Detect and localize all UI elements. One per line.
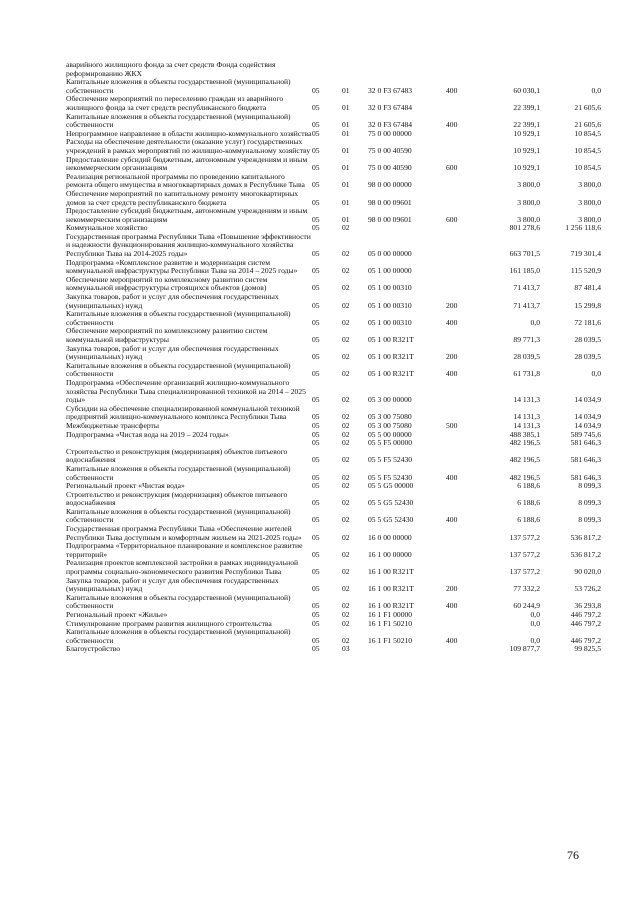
table-row: [66, 259, 601, 276]
row-amount-year-1: 89 771,3: [513, 335, 540, 344]
row-amount-year-1: 71 413,7: [513, 300, 540, 310]
row-amount-year-1: 6 188,6: [517, 498, 540, 508]
row-section: 05: [312, 481, 320, 491]
row-section: 05: [312, 283, 320, 293]
row-amount-year-2: 446 797,2: [570, 610, 601, 619]
row-expense-type: 400: [446, 601, 458, 611]
row-subsection: 02: [342, 515, 350, 525]
row-name: Капитальные вложения в объекты государственной (муниципальной) собственности: [66, 309, 291, 327]
row-section: 05: [312, 369, 320, 379]
row-subsection: 02: [342, 412, 350, 422]
row-name: Подпрограмма «Чистая вода на 2019 – 2024 годы»: [66, 429, 229, 439]
row-target-article: 05 5 G5 52430: [368, 498, 414, 508]
row-expense-type: [446, 620, 480, 629]
row-target-article: 05 1 00 00000: [368, 266, 412, 276]
row-subsection: 01: [342, 128, 350, 138]
row-subsection: 02: [342, 283, 350, 293]
row-amount-year-1: 482 196,5: [509, 438, 540, 448]
row-target-article: 32 0 F3 67484: [368, 102, 413, 112]
row-expense-type: 400: [446, 635, 458, 645]
table-row: [66, 362, 601, 379]
row-amount-year-2: 0,0: [591, 369, 601, 379]
row-target-article: 16 1 F1 50210: [368, 635, 413, 645]
row-section: 05: [312, 472, 320, 482]
row-section: 05: [312, 102, 320, 112]
table-row: [66, 78, 601, 95]
row-target-article: 75 0 00 00000: [368, 128, 412, 138]
row-target-article: 05 5 00 00000: [368, 429, 412, 439]
row-expense-type: 500: [446, 420, 458, 430]
row-subsection: 02: [342, 317, 350, 327]
row-name: Государственная программа Республики Тыва «Повышение эффективности и надежности функционирования жилищно-коммунального хозяйства Республики Тыва на 2014-2025 годы»: [66, 231, 311, 259]
row-expense-type: [446, 95, 480, 112]
row-amount-year-2: 8 099,3: [578, 498, 601, 508]
row-name: Благоустройство: [66, 644, 121, 654]
row-amount-year-1: 71 413,7: [513, 283, 540, 293]
row-expense-type: 200: [446, 584, 458, 594]
row-target-article: 16 1 00 R321Т: [368, 567, 414, 577]
row-amount-year-2: 53 726,2: [574, 584, 601, 594]
row-name: Региональный проект «Жилье»: [66, 610, 168, 619]
row-subsection: 01: [342, 120, 350, 130]
row-subsection: 02: [342, 472, 350, 482]
row-subsection: 02: [342, 532, 350, 542]
row-amount-year-2: 14 034,9: [574, 420, 601, 430]
row-name: Расходы на обеспечение деятельности (оказание услуг) государственных учреждений в рамках мероприятий по жилищно-коммунальному хозяйству: [66, 137, 311, 155]
row-section: 05: [312, 352, 320, 362]
table-row: [66, 173, 601, 190]
row-amount-year-2: 719 301,4: [570, 249, 601, 259]
table-row: [66, 525, 601, 542]
row-section: 05: [312, 300, 320, 310]
table-row: [66, 113, 601, 130]
row-amount-year-1: 0,0: [530, 635, 540, 645]
row-section: 05: [312, 644, 320, 654]
row-name: Капитальные вложения в объекты государственной (муниципальной) собственности: [66, 506, 291, 525]
row-target-article: 05 5 G5 00000: [368, 481, 414, 491]
row-amount-year-1: 14 131,3: [513, 395, 540, 405]
row-section: 05: [312, 601, 320, 611]
table-row: [66, 327, 601, 344]
row-name: Обеспечение мероприятий по комплексному развитию систем коммунальной инфраструктуры: [66, 326, 268, 344]
row-section: 05: [312, 266, 320, 276]
row-section: 05: [312, 618, 320, 628]
row-subsection: 02: [342, 300, 350, 310]
table-row: [66, 559, 601, 576]
row-target-article: 05 5 F5 52430: [368, 472, 413, 482]
table-row: [66, 628, 601, 645]
row-name: Капитальные вложения в объекты государственной (муниципальной) собственности: [66, 627, 291, 645]
row-subsection: 03: [342, 644, 350, 654]
row-amount-year-1: 137 577,2: [509, 549, 540, 559]
row-expense-type: [446, 224, 480, 233]
table-row: [66, 465, 601, 482]
table-row: [66, 405, 601, 422]
row-section: 05: [312, 120, 320, 130]
table-row: [66, 207, 601, 224]
row-subsection: 02: [342, 618, 350, 628]
row-amount-year-2: 10 854,5: [574, 128, 601, 138]
row-name: Закупка товаров, работ и услуг для обеспечения государственных (муниципальных) нужд: [66, 292, 279, 310]
row-amount-year-2: 536 817,2: [570, 532, 601, 542]
row-expense-type: 400: [446, 120, 458, 130]
table-row: [66, 508, 601, 525]
row-subsection: 02: [342, 395, 350, 405]
row-amount-year-2: 99 825,5: [574, 644, 601, 654]
row-name: Обеспечение мероприятий по переселению граждан из аварийного жилищного фонда за счет средств республиканского бюджета: [66, 94, 284, 112]
table-row: [66, 276, 601, 293]
row-target-article: 98 0 00 00000: [368, 180, 412, 190]
row-amount-year-2: 28 039,5: [574, 335, 601, 344]
row-target-article: 05 5 F5 52430: [368, 455, 413, 465]
row-subsection: 01: [342, 102, 350, 112]
row-subsection: 02: [342, 438, 350, 448]
row-subsection: 02: [342, 498, 350, 508]
row-name: Государственная программа Республики Тыва «Обеспечение жителей Республики Тыва доступным и комфортным жильем на 2021-2025 годы»: [66, 524, 302, 542]
row-subsection: 01: [342, 85, 350, 95]
row-subsection: 02: [342, 335, 350, 344]
row-section: 05: [312, 438, 320, 448]
row-amount-year-2: 536 817,2: [570, 549, 601, 559]
row-amount-year-2: 8 099,3: [578, 481, 601, 491]
row-subsection: 02: [342, 429, 350, 439]
row-amount-year-1: 0,0: [530, 618, 540, 628]
row-subsection: 01: [342, 214, 350, 224]
row-name: Субсидии на обеспечение специализированной коммунальной техникой предприятий жилищно-коммунального комплекса Республики Тыва: [66, 403, 300, 422]
row-subsection: 01: [342, 197, 350, 207]
table-row: [66, 542, 601, 559]
row-amount-year-1: 488 385,1: [509, 429, 540, 439]
row-section: 05: [312, 610, 320, 619]
row-target-article: 98 0 00 09601: [368, 197, 412, 207]
row-name: Строительство и реконструкция (модернизация) объектов питьевого водоснабжения: [66, 446, 288, 465]
row-amount-year-2: 581 646,3: [570, 455, 601, 465]
row-section: 05: [312, 163, 320, 173]
table-row: [66, 491, 601, 508]
row-name: Межбюджетные трансферты: [66, 420, 159, 430]
row-amount-year-2: 87 481,4: [574, 283, 601, 293]
budget-table-body: [66, 61, 601, 654]
table-row: [66, 190, 601, 207]
row-amount-year-2: 72 181,6: [574, 317, 601, 327]
row-expense-type: [446, 276, 480, 293]
table-row: [66, 379, 601, 405]
table-row: [66, 645, 601, 654]
row-amount-year-1: 14 131,3: [513, 420, 540, 430]
row-subsection: 02: [342, 455, 350, 465]
row-expense-type: [446, 405, 480, 422]
row-amount-year-1: 60 244,9: [513, 601, 540, 611]
row-expense-type: 200: [446, 300, 458, 310]
row-expense-type: 400: [446, 85, 458, 95]
row-amount-year-2: [540, 61, 601, 78]
table-row: [66, 310, 601, 327]
row-section: 05: [312, 85, 320, 95]
row-amount-year-2: 3 800,0: [578, 214, 601, 224]
row-target-article: 05 1 00 00310: [368, 317, 412, 327]
row-amount-year-2: 446 797,2: [570, 618, 601, 628]
row-subsection: 02: [342, 266, 350, 276]
row-section: 05: [312, 635, 320, 645]
row-expense-type: [446, 645, 480, 654]
row-target-article: 98 0 00 09601: [368, 214, 412, 224]
row-name: Капитальные вложения в объекты государственной (муниципальной) собственности: [66, 360, 291, 379]
row-section: 05: [312, 395, 320, 405]
row-amount-year-2: 589 745,6: [570, 429, 601, 439]
row-expense-type: [446, 542, 480, 559]
row-amount-year-1: 137 577,2: [509, 532, 540, 542]
row-subsection: 02: [342, 369, 350, 379]
row-target-article: 16 1 00 00000: [368, 549, 412, 559]
row-name: Непрограммное направление в области жилищно-коммунального хозяйства: [66, 128, 312, 138]
row-amount-year-2: 115 520,9: [570, 266, 601, 276]
row-expense-type: 600: [446, 163, 458, 173]
row-name: Капитальные вложения в объекты государственной (муниципальной) собственности: [66, 463, 291, 482]
row-amount-year-1: 3 800,0: [517, 180, 540, 190]
row-expense-type: [446, 190, 480, 207]
row-amount-year-2: 10 854,5: [574, 163, 601, 173]
row-target-article: 05 3 00 75080: [368, 412, 412, 422]
row-target-article: 16 1 00 R321Т: [368, 584, 414, 594]
row-name: Региональный проект «Чистая вода»: [66, 481, 185, 491]
row-expense-type: [446, 61, 480, 78]
row-name: Подпрограмма «Комплексное развитие и модернизация систем коммунальной инфраструктуры Республики Тыва на 2014 – 2025 годы»: [66, 257, 298, 276]
row-section: 05: [312, 429, 320, 439]
row-target-article: 05 1 00 00310: [368, 283, 412, 293]
row-name: Стимулирование программ развития жилищного строительства: [66, 618, 272, 628]
row-amount-year-2: 15 299,8: [574, 300, 601, 310]
row-amount-year-1: [480, 61, 540, 78]
row-expense-type: [446, 327, 480, 344]
row-amount-year-2: 3 800,0: [578, 197, 601, 207]
row-section: 05: [312, 532, 320, 542]
row-subsection: 02: [342, 481, 350, 491]
row-subsection: 01: [342, 145, 350, 155]
row-target-article: 05 0 00 00000: [368, 249, 412, 259]
row-expense-type: 600: [446, 214, 458, 224]
row-expense-type: 200: [446, 352, 458, 362]
row-amount-year-2: 21 605,6: [574, 102, 601, 112]
row-amount-year-1: 10 929,1: [513, 128, 540, 138]
table-row: [66, 156, 601, 173]
row-section: 05: [312, 412, 320, 422]
row-subsection: 02: [342, 352, 350, 362]
row-target-article: 16 1 00 R321Т: [368, 601, 414, 611]
row-subsection: 02: [342, 223, 350, 233]
row-name: Реализация проектов комплексной застройки в рамках индивидуальной программы социально-экономического развития Республики Тыва: [66, 558, 299, 577]
row-section: 05: [312, 197, 320, 207]
row-subsection: [342, 61, 368, 78]
row-amount-year-1: 663 701,5: [509, 249, 540, 259]
row-subsection: 01: [342, 180, 350, 190]
row-name: Строительство и реконструкция (модернизация) объектов питьевого водоснабжения: [66, 489, 288, 508]
row-section: 05: [312, 498, 320, 508]
row-target-article: 05 3 00 00000: [368, 395, 412, 405]
row-expense-type: [446, 525, 480, 542]
row-name: Обеспечение мероприятий по комплексному развитию систем коммунальной инфраструктуры строящихся объектов (домов): [66, 274, 268, 293]
row-target-article: 05 3 00 75080: [368, 420, 412, 430]
row-subsection: 02: [342, 567, 350, 577]
row-target-article: 05 1 00 R321Т: [368, 352, 414, 362]
row-amount-year-1: 14 131,3: [513, 412, 540, 422]
row-target-article: 16 1 F1 50210: [368, 618, 413, 628]
row-amount-year-2: 1 256 118,6: [565, 223, 601, 233]
row-expense-type: [446, 559, 480, 576]
row-subsection: 02: [342, 249, 350, 259]
row-amount-year-1: 60 030,1: [513, 85, 540, 95]
row-expense-type: [446, 138, 480, 155]
row-target-article: 05 5 F5 00000: [368, 438, 413, 448]
row-subsection: 02: [342, 610, 350, 619]
row-expense-type: [446, 439, 480, 448]
row-target-article: 05 1 00 R321Т: [368, 369, 414, 379]
row-amount-year-2: 28 039,5: [574, 352, 601, 362]
row-section: 05: [312, 214, 320, 224]
row-section: 05: [312, 317, 320, 327]
row-section: 05: [312, 549, 320, 559]
row-amount-year-1: 22 399,1: [513, 120, 540, 130]
row-expense-type: [446, 491, 480, 508]
row-amount-year-1: 0,0: [530, 317, 540, 327]
row-section: 05: [312, 584, 320, 594]
row-amount-year-2: 581 646,3: [570, 438, 601, 448]
row-name: Обеспечение мероприятий по капитальному ремонту многоквартирных домов за счет средств республиканского бюджета: [66, 188, 299, 207]
table-row: [66, 345, 601, 362]
row-target-article: 75 0 00 40590: [368, 163, 412, 173]
row-expense-type: [446, 379, 480, 405]
row-amount-year-2: 0,0: [591, 85, 601, 95]
row-amount-year-2: 90 020,0: [574, 567, 601, 577]
row-name: Предоставление субсидий бюджетным, автономным учреждениям и иным некоммерческим организациям: [66, 154, 308, 173]
row-amount-year-1: 22 399,1: [513, 102, 540, 112]
row-subsection: 02: [342, 635, 350, 645]
row-expense-type: [446, 130, 480, 139]
row-amount-year-1: 61 731,8: [513, 369, 540, 379]
row-expense-type: [446, 448, 480, 465]
table-row: [66, 577, 601, 594]
row-expense-type: 400: [446, 369, 458, 379]
row-amount-year-1: 482 196,5: [509, 455, 540, 465]
row-amount-year-1: 3 800,0: [517, 197, 540, 207]
row-name: Капитальные вложения в объекты государственной (муниципальной) собственности: [66, 592, 291, 611]
row-section: [312, 61, 342, 78]
row-expense-type: [446, 233, 480, 259]
table-row: [66, 594, 601, 611]
row-expense-type: [446, 611, 480, 620]
row-expense-type: [446, 173, 480, 190]
row-amount-year-1: 801 278,6: [509, 223, 540, 233]
budget-table: [66, 61, 601, 654]
row-amount-year-1: 10 929,1: [513, 163, 540, 173]
row-section: 05: [312, 145, 320, 155]
row-amount-year-2: 3 800,0: [578, 180, 601, 190]
row-subsection: 02: [342, 549, 350, 559]
table-row: [66, 233, 601, 259]
row-subsection: 02: [342, 420, 350, 430]
row-amount-year-2: 446 797,2: [570, 635, 601, 645]
row-amount-year-2: 36 293,8: [574, 601, 601, 611]
row-section: 05: [312, 455, 320, 465]
row-amount-year-2: 8 099,3: [578, 515, 601, 525]
row-section: 05: [312, 249, 320, 259]
row-expense-type: [446, 431, 480, 440]
row-section: 05: [312, 128, 320, 138]
row-amount-year-2: 14 034,9: [574, 395, 601, 405]
row-target-article: 75 0 00 40590: [368, 145, 412, 155]
table-row: [66, 61, 601, 78]
table-row: [66, 138, 601, 155]
row-amount-year-2: 10 854,5: [574, 145, 601, 155]
row-name: Реализация региональной программы по проведению капитального ремонта общего имущества в многоквартирных домах в Республике Тыва: [66, 171, 305, 190]
row-target-article: 05 5 G5 52430: [368, 515, 414, 525]
row-amount-year-1: 137 577,2: [509, 567, 540, 577]
row-name: Закупка товаров, работ и услуг для обеспечения государственных (муниципальных) нужд: [66, 575, 279, 594]
row-subsection: 01: [342, 163, 350, 173]
row-section: 05: [312, 180, 320, 190]
row-amount-year-1: 161 185,0: [509, 266, 540, 276]
row-amount-year-2: 14 034,9: [574, 412, 601, 422]
row-amount-year-1: 77 332,2: [513, 584, 540, 594]
row-section: 05: [312, 223, 320, 233]
row-section: 05: [312, 335, 320, 344]
row-target-article: [368, 645, 446, 654]
row-amount-year-1: 0,0: [530, 610, 540, 619]
row-target-article: 16 0 00 00000: [368, 532, 412, 542]
page-number: 76: [567, 848, 579, 862]
row-subsection: 02: [342, 584, 350, 594]
row-name: Подпрограмма «Обеспечение организаций жилищно-коммунального хозяйства Республики Тыва специализированной техникой на 2014 – 2025 годы»: [66, 377, 306, 405]
row-target-article: 05 1 00 R321Т: [368, 335, 414, 344]
row-name: аварийного жилищного фонда за счет средств Фонда содействия реформированию ЖКХ: [66, 60, 276, 78]
row-expense-type: 400: [446, 317, 458, 327]
row-target-article: 16 1 F1 00000: [368, 610, 413, 619]
row-amount-year-1: 109 877,7: [509, 644, 540, 654]
row-name: Капитальные вложения в объекты государственной (муниципальной) собственности: [66, 77, 291, 95]
table-row: [66, 293, 601, 310]
row-name: Предоставление субсидий бюджетным, автономным учреждениям и иным некоммерческим организациям: [66, 206, 308, 224]
row-expense-type: 400: [446, 472, 458, 482]
row-name: Подпрограмма «Территориальное планирование и комплексное развитие территорий»: [66, 541, 303, 559]
row-subsection: 02: [342, 601, 350, 611]
row-expense-type: [446, 482, 480, 491]
row-target-article: [368, 61, 446, 78]
row-target-article: [368, 224, 446, 233]
row-amount-year-2: 581 646,3: [570, 472, 601, 482]
row-amount-year-1: 28 039,5: [513, 352, 540, 362]
row-name: Коммунальное хозяйство: [66, 223, 148, 233]
table-row: [66, 95, 601, 112]
row-amount-year-2: 21 605,6: [574, 120, 601, 130]
row-amount-year-1: 6 188,6: [517, 481, 540, 491]
row-target-article: 32 0 F3 67483: [368, 85, 413, 95]
row-expense-type: 400: [446, 515, 458, 525]
row-amount-year-1: 3 800,0: [517, 214, 540, 224]
row-expense-type: [446, 259, 480, 276]
row-section: 05: [312, 420, 320, 430]
row-section: 05: [312, 567, 320, 577]
row-amount-year-1: 482 196,5: [509, 472, 540, 482]
row-target-article: 32 0 F3 67484: [368, 120, 413, 130]
table-row: [66, 448, 601, 465]
row-name: Капитальные вложения в объекты государственной (муниципальной) собственности: [66, 111, 291, 130]
row-target-article: 05 1 00 00310: [368, 300, 412, 310]
row-section: 05: [312, 515, 320, 525]
row-amount-year-1: 10 929,1: [513, 145, 540, 155]
row-amount-year-1: 6 188,6: [517, 515, 540, 525]
row-name: Закупка товаров, работ и услуг для обеспечения государственных (муниципальных) нужд: [66, 343, 279, 362]
